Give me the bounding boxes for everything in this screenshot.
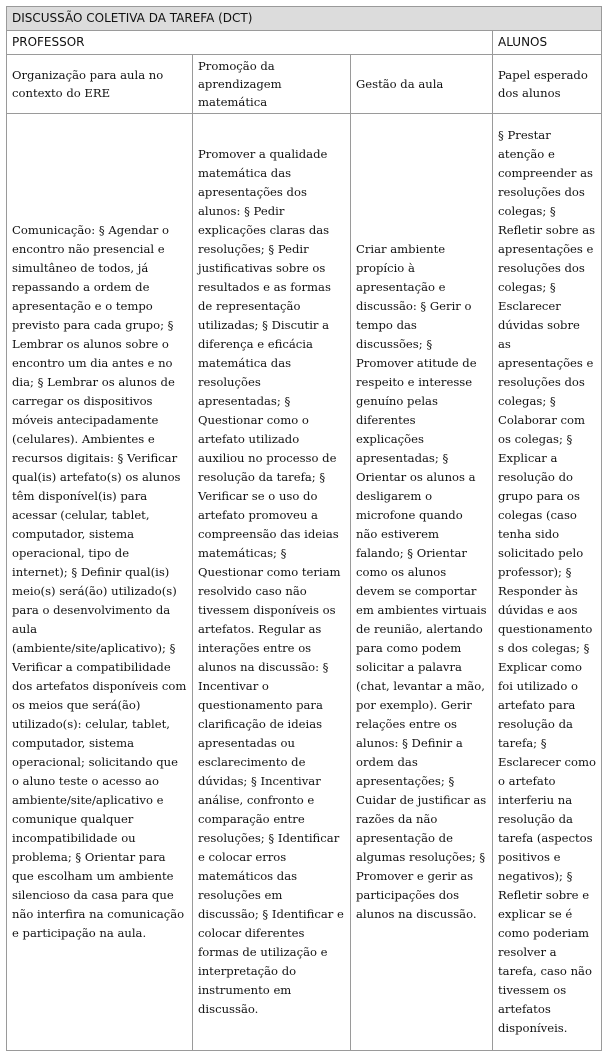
cell-papel-alunos: § Prestar atenção e compreender as resoluções dos colegas; § Refletir sobre as apresentações e resoluções dos colegas; § Esclarecer dúvidas sobre as apresentações e resoluções dos colegas; § Colaborar com os colegas; § Explicar a resolução do grupo para os colegas (caso tenha sido solicitado pelo professor); § Responder às dúvidas e aos questionamentos dos colegas; § Explicar como foi utilizado o artefato para resolução da tarefa; § Esclarecer como o artefato interferiu na resolução da tarefa (aspectos positivos e negativos); § Refletir sobre e explicar se é como poderiam resolver a tarefa, caso não tivessem os artefatos disponíveis. bbox=[493, 114, 602, 1051]
group-header-row bbox=[7, 31, 602, 55]
cell-promocao: Promover a qualidade matemática das apresentações dos alunos: § Pedir explicações claras das resoluções; § Pedir justificativas sobre os resultados e as formas de representação utilizadas; § Discutir a diferença e eficácia matemática das resoluções apresentadas; § Questionar como o artefato utilizado auxiliou no processo de resolução da tarefa; § Verificar se o uso do artefato promoveu a compreensão das ideias matemáticas; § Questionar como teriam resolvido caso não tivessem disponíveis os artefatos. Regular as interações entre os alunos na discussão: § Incentivar o questionamento para clarificação de ideias apresentadas ou esclarecimento de dúvidas; § Incentivar análise, confronto e comparação entre resoluções; § Identificar e colocar erros matemáticos das resoluções em discussão; § Identificar e colocar diferentes formas de utilização e interpretação do instrumento em discussão. bbox=[193, 114, 351, 1051]
table-title-row bbox=[7, 7, 602, 31]
column-header-row bbox=[7, 55, 602, 114]
table-title: DISCUSSÃO COLETIVA DA TAREFA (DCT) bbox=[7, 7, 602, 31]
group-alunos: ALUNOS bbox=[493, 31, 602, 55]
column-header: Organização para aula no contexto do ERE bbox=[7, 55, 193, 114]
column-header: Promoção da aprendizagem matemática bbox=[193, 55, 351, 114]
dct-table bbox=[6, 6, 602, 1051]
cell-gestao: Criar ambiente propício à apresentação e discussão: § Gerir o tempo das discussões; § Promover atitude de respeito e interesse genuíno pelas diferentes explicações apresentadas; § Orientar os alunos a desligarem o microfone quando não estiverem falando; § Orientar como os alunos devem se comportar em ambientes virtuais de reunião, alertando para como podem solicitar a palavra (chat, levantar a mão, por exemplo). Gerir relações entre os alunos: § Definir a ordem das apresentações; § Cuidar de justificar as razões da não apresentação de algumas resoluções; § Promover e gerir as participações dos alunos na discussão. bbox=[351, 114, 493, 1051]
column-header: Papel esperado dos alunos bbox=[493, 55, 602, 114]
column-header: Gestão da aula bbox=[351, 55, 493, 114]
table-row bbox=[7, 114, 602, 1051]
cell-organizacao: Comunicação: § Agendar o encontro não presencial e simultâneo de todos, já repassando a ordem de apresentação e o tempo previsto para cada grupo; § Lembrar os alunos sobre o encontro um dia antes e no dia; § Lembrar os alunos de carregar os dispositivos móveis antecipadamente (celulares). Ambientes e recursos digitais: § Verificar qual(is) artefato(s) os alunos têm disponível(is) para acessar (celular, tablet, computador, sistema operacional, tipo de internet); § Definir qual(is) meio(s) será(ão) utilizado(s) para o desenvolvimento da aula (ambiente/site/aplicativo); § Verificar a compatibilidade dos artefatos disponíveis com os meios que será(ão) utilizado(s): celular, tablet, computador, sistema operacional; solicitando que o aluno teste o acesso ao ambiente/site/aplicativo e comunique qualquer incompatibilidade ou problema; § Orientar para que escolham um ambiente silencioso da casa para que não interfira na comunicação e participação na aula. bbox=[7, 114, 193, 1051]
group-professor: PROFESSOR bbox=[7, 31, 493, 55]
